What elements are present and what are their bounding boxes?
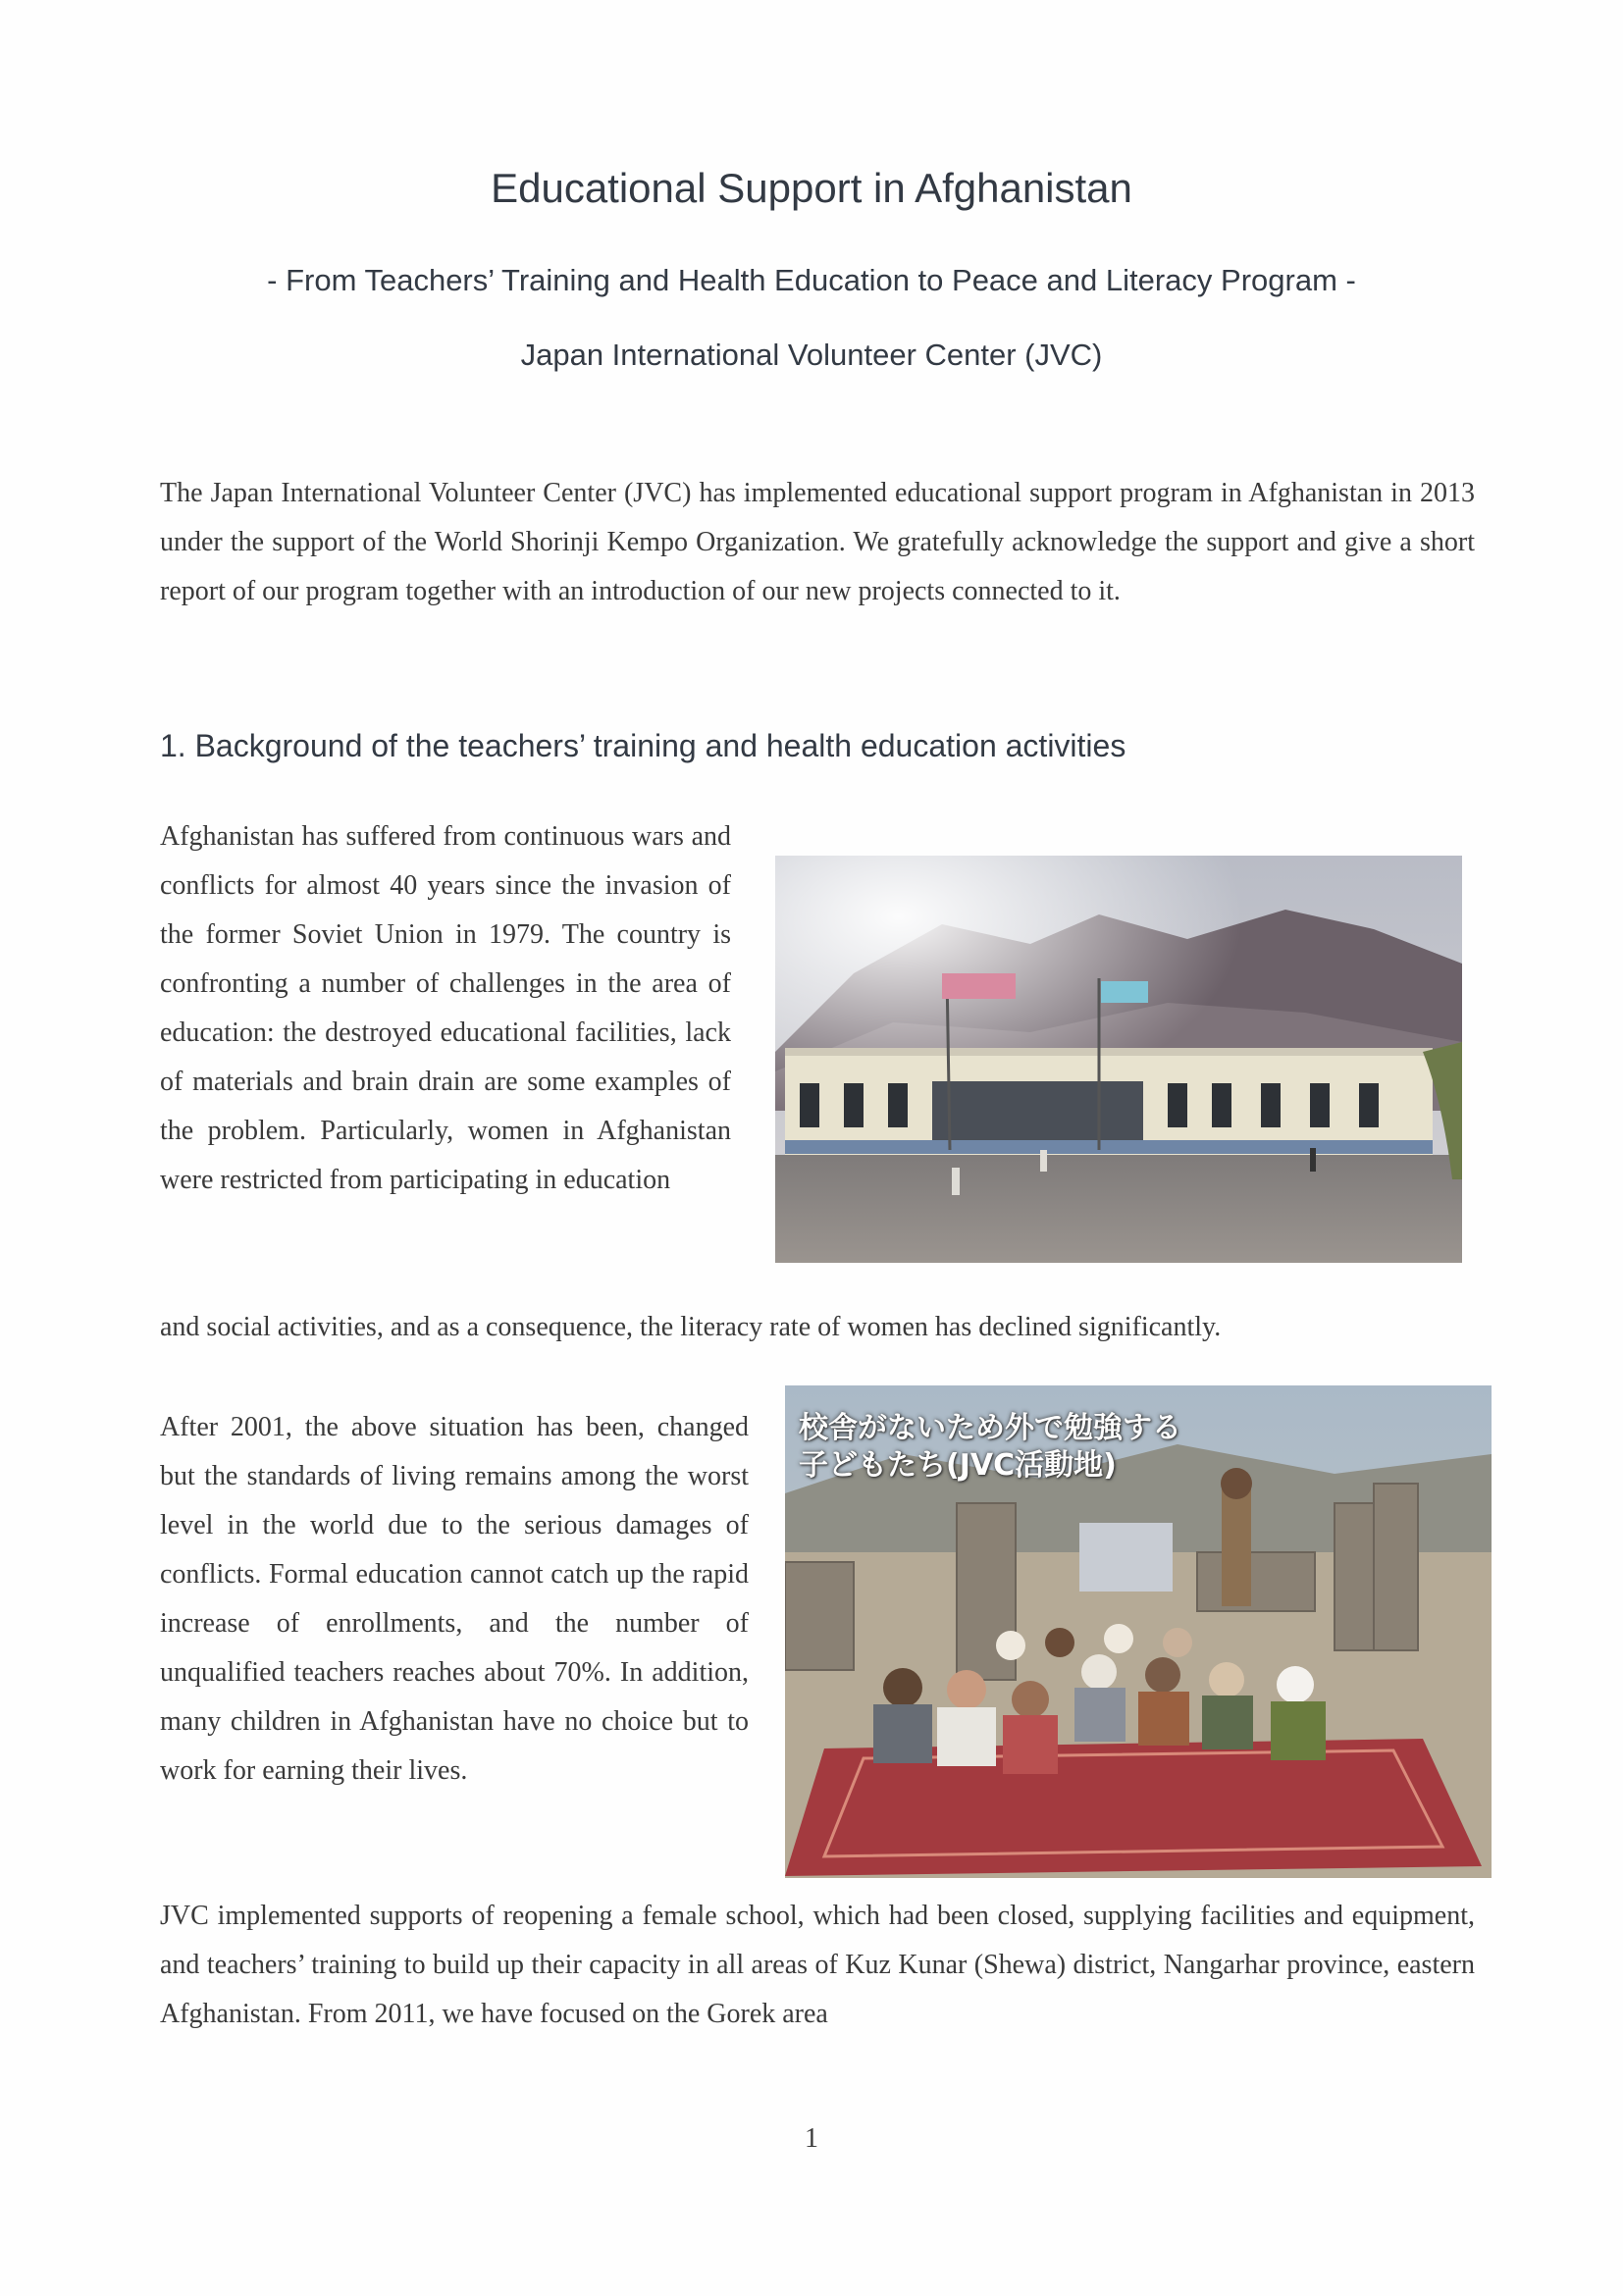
background-paragraph-3: JVC implemented supports of reopening a female school, which had been closed, supplying facilities and equipment, and teachers’ training to build up their capacity in all areas of Kuz Kunar (Shewa) district, Nangarhar province, eastern Afghanistan. From 2011, we have focused on the Gorek area <box>160 1901 1475 2029</box>
photo-caption-line-1: 校舎がないため外で勉強する <box>799 1411 1181 1445</box>
background-paragraph-1: Afghanistan has suffered from continuous wars and conflicts for almost 40 years since the invasion of the former Soviet Union in 1979. The country is confronting a number of challenges in the area of education: the destroyed educational facilities, lack of materials and brain drain are some examples of the problem. Particularly, women in Afghanistan were restricted from participating in education <box>160 821 731 1195</box>
outdoor-class-photo <box>785 1385 1492 1878</box>
background-paragraph-1-tail: and social activities, and as a consequence, the literacy rate of women has declined significantly. <box>160 1312 1222 1342</box>
background-paragraph-2: After 2001, the above situation has been, changed but the standards of living remains among the worst level in the world due to the serious damages of conflicts. Formal education cannot catch up the rapid increase of enrollments, and the number of unqualified teachers reaches about 70%. In addition, many children in Afghanistan have no choice but to work for earning their lives. <box>160 1412 749 1786</box>
photo-caption-line-2: 子どもたち(JVC活動地) <box>799 1448 1117 1483</box>
section-heading: 1. Background of the teachers’ training and health education activities <box>160 728 1126 763</box>
organization-name: Japan International Volunteer Center (JVC) <box>520 338 1103 372</box>
page-number: 1 <box>805 2123 818 2154</box>
document-title: Educational Support in Afghanistan <box>491 165 1132 211</box>
school-building-photo <box>775 856 1462 1263</box>
intro-paragraph: The Japan International Volunteer Center (JVC) has implemented educational support program in Afghanistan in 2013 under the support of the World Shorinji Kempo Organization. We gratefully acknowledge the support and give a short report of our program together with an introduction of our new projects connected to it. <box>160 478 1475 606</box>
document-subtitle: - From Teachers’ Training and Health Education to Peace and Literacy Program - <box>267 263 1356 297</box>
